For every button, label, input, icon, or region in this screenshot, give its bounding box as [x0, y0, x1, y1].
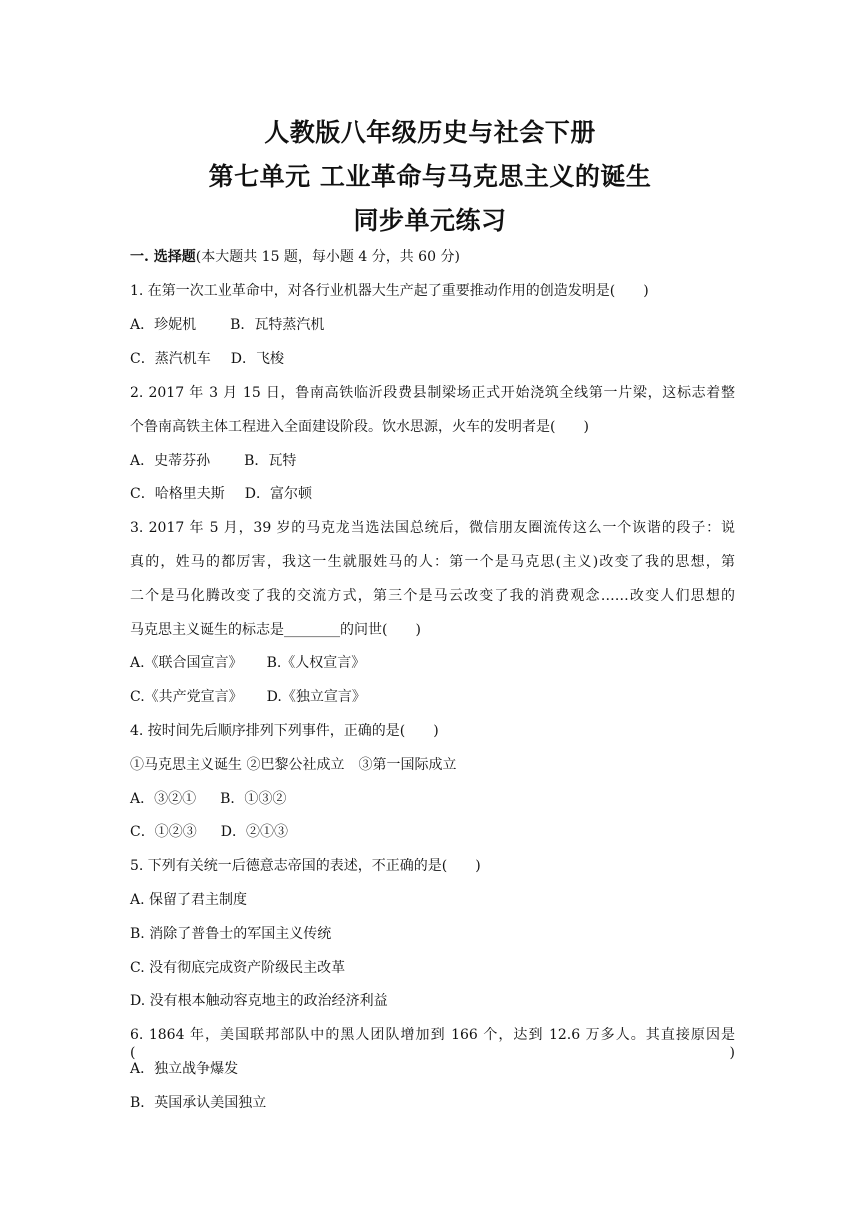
question-4-options-row-2 — [130, 823, 735, 841]
question-1-options-row-1 — [130, 316, 735, 334]
exercise-subtitle: 同步单元练习 — [353, 206, 507, 235]
question-3-options-row-1 — [130, 654, 735, 672]
question-5-option-d: D. 没有根本触动容克地主的政治经济利益 — [130, 993, 388, 1009]
option-d: D．飞梭 — [230, 351, 284, 367]
question-5-stem: 5. 下列有关统一后德意志帝国的表述，不正确的是( ) — [130, 858, 481, 874]
question-1-stem: 1. 在第一次工业革命中，对各行业机器大生产起了重要推动作用的创造发明是( ) — [130, 283, 649, 299]
option-a: A.《联合国宣言》 — [130, 655, 243, 671]
question-6-stem: 6. 1864 年，美国联邦部队中的黑人团队增加到 166 个，达到 12.6 万多人。其直接原因是( ) — [130, 1027, 735, 1061]
question-3-options-row-2 — [130, 688, 735, 706]
question-4-events: ①马克思主义诞生 ②巴黎公社成立 ③第一国际成立 — [130, 757, 457, 773]
option-d: D．富尔顿 — [244, 486, 312, 502]
unit-title: 第七单元 工业革命与马克思主义的诞生 — [208, 162, 652, 191]
question-5-option-a: A. 保留了君主制度 — [130, 892, 248, 908]
option-a: A．③②① — [130, 791, 197, 807]
option-a: A．珍妮机 — [130, 317, 197, 333]
option-c: C．①②③ — [130, 824, 197, 840]
question-3-stem-line-2: 真的，姓马的都厉害，我这一生就服姓马的人：第一个是马克思(主义)改变了我的思想，第 — [130, 554, 735, 570]
option-b: B．瓦特蒸汽机 — [230, 317, 325, 333]
question-5-option-c: C. 没有彻底完成资产阶级民主改革 — [130, 960, 346, 976]
question-6-option-a: A．独立战争爆发 — [130, 1061, 239, 1077]
option-b: B．①③② — [220, 791, 287, 807]
question-4-options-row-1 — [130, 790, 735, 808]
question-6-option-b: B．英国承认美国独立 — [130, 1095, 267, 1111]
option-b: B．瓦特 — [244, 453, 297, 469]
option-c: C.《共产党宣言》 — [130, 689, 243, 705]
question-4-stem: 4. 按时间先后顺序排列下列事件，正确的是( ) — [130, 723, 439, 739]
section-note: (本大题共 15 题，每小题 4 分，共 60 分) — [195, 249, 460, 265]
question-3-stem-line-3: 二个是马化腾改变了我的交流方式，第三个是马云改变了我的消费观念……改变人们思想的 — [130, 588, 735, 604]
question-3-stem-line-1: 3. 2017 年 5 月，39 岁的马克龙当选法国总统后，微信朋友圈流传这么一个诙谐的段子：说 — [130, 520, 735, 536]
option-b: B.《人权宣言》 — [266, 655, 366, 671]
question-1-options-row-2 — [130, 350, 735, 368]
option-d: D.《独立宣言》 — [266, 689, 366, 705]
section-heading: 一. 选择题 — [130, 249, 196, 265]
option-c: C．哈格里夫斯 — [130, 486, 225, 502]
question-2-stem-line-1: 2. 2017 年 3 月 15 日，鲁南高铁临沂段费县制梁场正式开始浇筑全线第一片梁，这标志着整 — [130, 385, 735, 401]
option-a: A．史蒂芬孙 — [130, 453, 211, 469]
option-d: D．②①③ — [220, 824, 288, 840]
question-5-option-b: B. 消除了普鲁士的军国主义传统 — [130, 926, 332, 942]
question-2-options-row-1 — [130, 452, 735, 470]
document-title: 人教版八年级历史与社会下册 — [264, 118, 596, 147]
option-c: C．蒸汽机车 — [130, 351, 211, 367]
section-heading-line — [130, 248, 735, 266]
question-2-stem-line-2: 个鲁南高铁主体工程进入全面建设阶段。饮水思源，火车的发明者是( ) — [130, 419, 589, 435]
question-2-options-row-2 — [130, 485, 735, 503]
question-3-stem-line-4: 马克思主义诞生的标志是________的问世( ) — [130, 622, 421, 638]
